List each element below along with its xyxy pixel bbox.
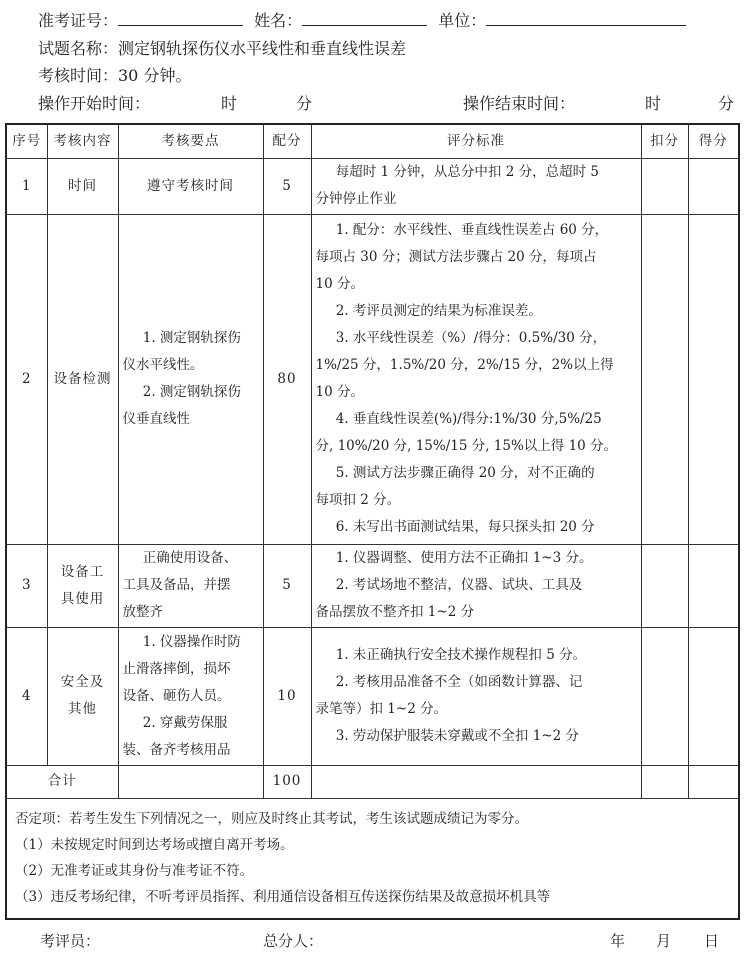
veto-note: （2）无准考证或其身份与准考证不符。 xyxy=(15,863,254,880)
criteria-line: 2. 考评员测定的结果为标准误差。 xyxy=(335,303,542,319)
criteria-line: 6. 未写出书面测试结果，每只探头扣 20 分 xyxy=(335,519,595,535)
score-cell[interactable] xyxy=(688,214,739,544)
row-score: 5 xyxy=(263,544,311,627)
end-hour-label: 时 xyxy=(645,94,662,113)
row-content: 设备检测 xyxy=(47,214,118,544)
content-line: 其他 xyxy=(68,701,97,717)
month-label: 月 xyxy=(656,932,672,950)
content-line: 安全及 xyxy=(60,674,105,690)
row-content xyxy=(47,544,118,627)
row-content: 时间 xyxy=(47,158,118,214)
criteria-line: 3. 劳动保护服装未穿戴或不全扣 1~2 分 xyxy=(335,728,579,744)
name-label: 姓名： xyxy=(254,11,303,30)
row-score: 10 xyxy=(263,627,311,765)
score-cell[interactable] xyxy=(688,627,739,765)
points-line: 止滑落摔倒，损坏 xyxy=(122,660,231,677)
criteria-line: 1%/25 分，1.5%/20 分，2%/15 分，2%以上得 xyxy=(315,357,614,373)
col-header: 扣分 xyxy=(641,124,688,158)
start-hour-label: 时 xyxy=(221,94,238,113)
points-line: 装、备齐考核用品 xyxy=(122,741,231,758)
row-criteria xyxy=(311,627,641,765)
day-label: 日 xyxy=(704,932,720,950)
criteria-line: 3. 水平线性误差（%）/得分：0.5%/30 分， xyxy=(335,330,607,346)
row-criteria xyxy=(311,158,641,214)
deduction-cell[interactable] xyxy=(641,627,688,765)
points-line: 1. 测定钢轨探伤 xyxy=(142,330,241,346)
col-header: 考核内容 xyxy=(47,124,118,158)
row-number: 2 xyxy=(6,214,47,544)
points-line: 1. 仪器操作时防 xyxy=(142,633,241,650)
row-number: 1 xyxy=(6,158,47,214)
total-score-cell[interactable] xyxy=(688,765,739,798)
exam-title: 试题名称：测定钢轨探伤仪水平线性和垂直线性误差 xyxy=(38,39,407,58)
table-header-row xyxy=(6,124,739,158)
total-score: 100 xyxy=(263,765,311,798)
col-header: 得分 xyxy=(688,124,739,158)
criteria-line: 1. 未正确执行安全技术操作规程扣 5 分。 xyxy=(335,647,587,663)
points-line: 设备、砸伤人员。 xyxy=(122,687,231,704)
content-line: 设备工 xyxy=(60,563,105,580)
criteria-line: 1. 仪器调整、使用方法不正确扣 1~3 分。 xyxy=(335,550,593,566)
unit-field[interactable] xyxy=(486,11,686,26)
col-header: 考核要点 xyxy=(118,124,263,158)
scoring-table xyxy=(5,123,740,920)
criteria-line: 10 分。 xyxy=(315,384,364,400)
content-line: 具使用 xyxy=(60,590,105,607)
total-label: 合计 xyxy=(6,765,118,798)
veto-note: （3）违反考场纪律，不听考评员指挥、利用通信设备相互传送探伤结果及故意损坏机具等 xyxy=(15,889,551,906)
row-points: 遵守考核时间 xyxy=(118,158,263,214)
veto-note: （1）未按规定时间到达考场或擅自离开考场。 xyxy=(15,837,294,854)
start-minute-label: 分 xyxy=(296,94,313,113)
score-cell[interactable] xyxy=(688,158,739,214)
criteria-line: 5. 测试方法步骤正确得 20 分，对不正确的 xyxy=(335,465,595,481)
total-points-cell xyxy=(118,765,263,798)
row-points xyxy=(118,627,263,765)
criteria-line: 每项扣 2 分。 xyxy=(315,492,401,508)
points-line: 2. 测定钢轨探伤 xyxy=(142,384,241,400)
exam-no-field[interactable] xyxy=(118,11,243,26)
scorer-label: 总分人： xyxy=(263,932,324,950)
deduction-cell[interactable] xyxy=(641,158,688,214)
table-row xyxy=(6,627,739,765)
criteria-line: 分, 10%/20 分, 15%/15 分, 15%以上得 10 分。 xyxy=(315,438,618,454)
total-criteria-cell xyxy=(311,765,641,798)
unit-label: 单位： xyxy=(438,11,487,30)
row-content xyxy=(47,627,118,765)
criteria-line: 每项占 30 分；测试方法步骤占 20 分，每项占 xyxy=(315,249,597,265)
col-header: 配分 xyxy=(263,124,311,158)
exam-duration: 考核时间：30 分钟。 xyxy=(38,66,192,85)
veto-note: 否定项：若考生发生下列情况之一，则应及时终止其考试，考生该试题成绩记为零分。 xyxy=(15,811,528,828)
points-line: 2. 穿戴劳保服 xyxy=(142,714,228,731)
exam-no-label: 准考证号： xyxy=(38,11,119,30)
table-row xyxy=(6,158,739,214)
col-header: 评分标准 xyxy=(311,124,641,158)
criteria-line: 每超时 1 分钟，从总分中扣 2 分，总超时 5 xyxy=(335,164,599,180)
footer-row xyxy=(5,930,738,954)
header-id-row xyxy=(38,8,686,31)
deduction-cell[interactable] xyxy=(641,544,688,627)
veto-notes-row xyxy=(6,798,739,919)
row-score: 80 xyxy=(263,214,311,544)
points-line: 仪水平线性。 xyxy=(122,357,204,373)
total-row xyxy=(6,765,739,798)
points-line: 工具及备品，并摆 xyxy=(122,577,231,593)
name-field[interactable] xyxy=(302,11,427,26)
veto-notes xyxy=(6,798,739,919)
end-time-label: 操作结束时间： xyxy=(463,94,576,113)
row-number: 3 xyxy=(6,544,47,627)
score-cell[interactable] xyxy=(688,544,739,627)
criteria-line: 1. 配分：水平线性、垂直线性误差占 60 分， xyxy=(335,222,609,238)
col-header: 序号 xyxy=(6,124,47,158)
row-points xyxy=(118,544,263,627)
criteria-line: 备品摆放不整齐扣 1~2 分 xyxy=(315,604,475,620)
criteria-line: 分钟停止作业 xyxy=(315,191,397,207)
criteria-line: 2. 考试场地不整洁，仪器、试块、工具及 xyxy=(335,577,583,593)
criteria-line: 录笔等）扣 1~2 分。 xyxy=(315,701,448,717)
operation-time-row xyxy=(38,91,738,114)
examiner-label: 考评员： xyxy=(40,932,101,950)
row-criteria xyxy=(311,544,641,627)
end-minute-label: 分 xyxy=(718,94,735,113)
main-content xyxy=(5,123,738,954)
criteria-line: 2. 考核用品准备不全（如函数计算器、记 xyxy=(335,674,583,690)
year-label: 年 xyxy=(610,932,626,950)
points-line: 放整齐 xyxy=(122,604,163,620)
row-criteria xyxy=(311,214,641,544)
row-points xyxy=(118,214,263,544)
total-deduction-cell[interactable] xyxy=(641,765,688,798)
start-time-label: 操作开始时间： xyxy=(38,94,151,113)
row-number: 4 xyxy=(6,627,47,765)
deduction-cell[interactable] xyxy=(641,214,688,544)
criteria-line: 10 分。 xyxy=(315,276,364,292)
criteria-line: 4. 垂直线性误差(%)/得分:1%/30 分,5%/25 xyxy=(335,411,602,427)
table-row xyxy=(6,214,739,544)
points-line: 正确使用设备、 xyxy=(142,550,238,566)
row-score: 5 xyxy=(263,158,311,214)
points-line: 仪垂直线性 xyxy=(122,411,190,427)
table-row xyxy=(6,544,739,627)
